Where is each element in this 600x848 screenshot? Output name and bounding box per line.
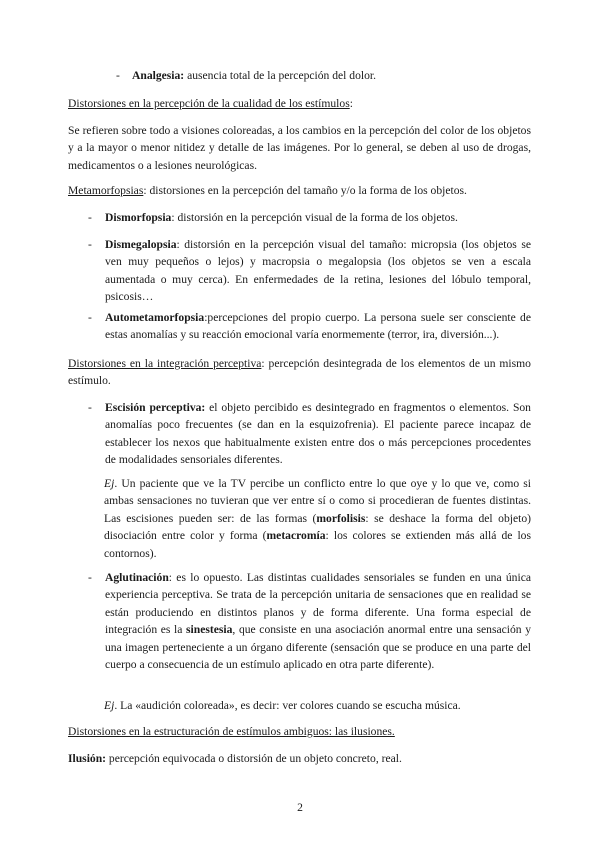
dismegalopsia-term: Dismegalopsia (105, 238, 177, 251)
integracion-heading-suffix: : percepción desintegrada de los elementos de un mismo estímulo. (68, 357, 531, 388)
cualidad-heading-line (68, 95, 531, 112)
escision-term: Escisión perceptiva: (105, 401, 206, 414)
example-text: : se deshace la forma del objeto) disociación entre color y forma ( (104, 511, 531, 543)
sinestesia-term: sinestesia (186, 623, 233, 637)
analgesia-term: Analgesia: (132, 69, 185, 82)
example-label: Ej (104, 699, 115, 712)
autometamorfopsia-item (68, 309, 531, 345)
ilusion-definition (68, 750, 531, 767)
escision-item (68, 399, 531, 471)
morfolisis-term: morfolisis (316, 511, 366, 525)
example-label: Ej (104, 477, 115, 490)
bullet-dash: - (116, 69, 120, 82)
bullet-dash: - (88, 401, 92, 414)
bullet-dash: - (88, 311, 92, 324)
dismorfopsia-text: : distorsión en la percepción visual de la forma de los objetos. (171, 211, 458, 224)
analgesia-item (116, 67, 531, 85)
ilusiones-heading-line (68, 723, 531, 740)
analgesia-text: ausencia total de la percepción del dolor. (184, 69, 377, 82)
autometamorfopsia-text: :percepciones del propio cuerpo. La persona suele ser consciente de estas anomalías y su reacción emocional varía enormemente (terror, ira, diversión...). (105, 311, 531, 342)
bullet-dash: - (88, 238, 92, 251)
page-number: 2 (297, 801, 303, 814)
aglutinacion-example (104, 697, 531, 714)
dismorfopsia-term: Dismorfopsia (105, 211, 172, 224)
metamorfopsias-heading-line (68, 182, 531, 199)
bullet-dash: - (88, 211, 92, 224)
example-text: . La «audición coloreada», es decir: ver colores cuando se escucha música. (114, 699, 461, 712)
metacromia-term: metacromía (266, 529, 326, 543)
cualidad-heading: Distorsiones en la percepción de la cualidad de los estímulos (68, 97, 350, 110)
aglutinacion-text: , que consiste en una asociación anormal entre una sensación y una imagen perteneciente a un órgano diferente (sensación que se produce en una parte del cuerpo a consecuencia de un estímulo aplicado en otra parte diferente). (105, 623, 531, 672)
aglutinacion-text: : es lo opuesto. Las distintas cualidades sensoriales se funden en una única experiencia perceptiva. Se trata de la percepción unitaria de sensaciones que en realidad se están produciendo en distintos planos y de forma diferente. Una forma especial de integración es la (105, 571, 531, 637)
ilusion-text: percepción equivocada o distorsión de un objeto concreto, real. (106, 752, 402, 765)
ilusion-term: Ilusión: (68, 752, 107, 765)
example-text: : los colores se extienden más allá de los contornos). (104, 529, 531, 560)
example-text: . Un paciente que ve la TV percibe un conflicto entre lo que oye y lo que ve, como si ambas sensaciones no tuvieran que ver entre sí o como si procedieran de fuentes distintas. Las escisiones pueden ser: de las formas ( (104, 477, 531, 525)
escision-example (104, 475, 531, 562)
integracion-heading-line (68, 355, 531, 390)
dismorfopsia-item (68, 209, 531, 227)
metamorfopsias-heading: Metamorfopsias (68, 184, 144, 197)
cualidad-paragraph: Se refieren sobre todo a visiones coloreadas, a los cambios en la percepción del color de los objetos y a la mayor o menor nitidez y detalle de las imágenes. Por lo general, se deben al uso de drogas, medicamentos o a lesiones neurológicas. (68, 124, 531, 172)
dismegalopsia-text: : distorsión en la percepción visual del tamaño: micropsia (los objetos se ven muy pequeños o lejos) y macropsia o megalopsia (los objetos se ven a escala aumentada o muy cerca). En enfermedades de la retina, lesiones del lóbulo temporal, psicosis… (105, 238, 531, 304)
cualidad-heading-suffix: : (349, 97, 353, 110)
autometamorfopsia-term: Autometamorfopsia (105, 311, 205, 324)
ilusiones-heading: Distorsiones en la estructuración de estímulos ambiguos: las ilusiones. (68, 725, 395, 738)
bullet-dash: - (88, 571, 92, 584)
integracion-heading: Distorsiones en la integración perceptiva (68, 357, 262, 370)
metamorfopsias-heading-suffix: : distorsiones en la percepción del tamaño y/o la forma de los objetos. (143, 184, 467, 197)
dismegalopsia-item (68, 236, 531, 308)
aglutinacion-term: Aglutinación (105, 571, 169, 584)
escision-text: el objeto percibido es desintegrado en fragmentos o elementos. Son anomalías poco frecuentes (se dan en la esquizofrenia). El paciente parece incapaz de establecer los nexos que habitualmente existen entre dos o más percepciones procedentes de modalidades sensoriales diferentes. (105, 401, 531, 467)
aglutinacion-item (68, 569, 531, 677)
